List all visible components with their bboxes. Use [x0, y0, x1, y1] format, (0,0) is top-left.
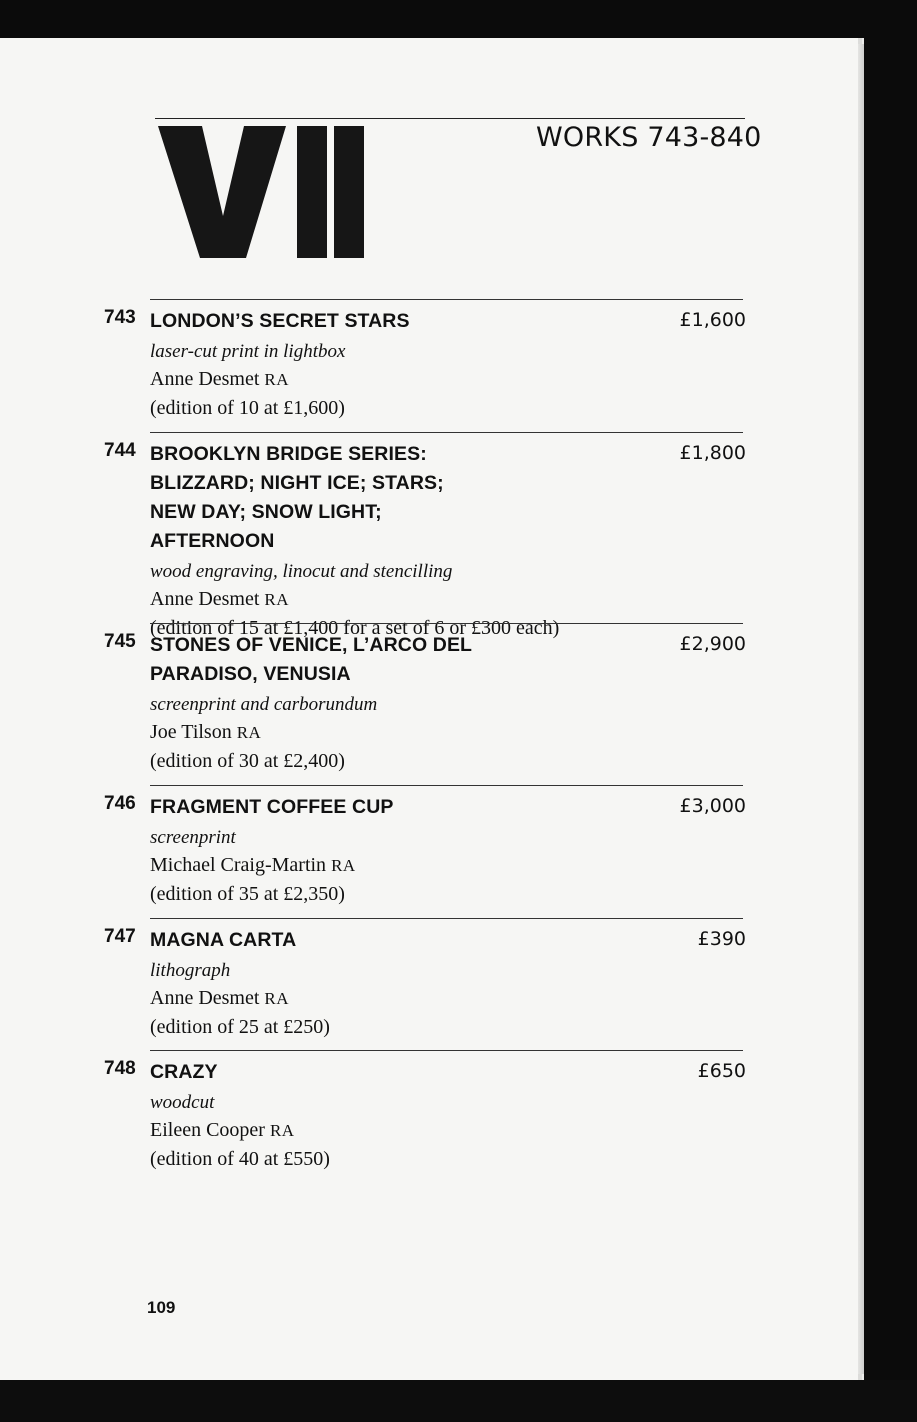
catalogue-entry-746: [100, 785, 750, 915]
entry-number: 746: [104, 793, 136, 814]
entry-artist: Joe Tilson RA: [150, 721, 262, 743]
entry-artist: Eileen Cooper RA: [150, 1119, 295, 1141]
entry-title: CRAZY: [150, 1061, 218, 1083]
entry-medium: woodcut: [150, 1092, 215, 1113]
catalogue-entry-745: [100, 623, 750, 783]
ra-suffix: RA: [264, 590, 290, 609]
entry-medium: laser-cut print in lightbox: [150, 341, 346, 362]
entry-edition: (edition of 25 at £250): [150, 1016, 330, 1038]
catalogue-entry-747: [100, 918, 750, 1048]
entry-edition: (edition of 30 at £2,400): [150, 750, 345, 772]
entry-title: STONES OF VENICE, L’ARCO DEL PARADISO, VENUSIA: [150, 634, 472, 685]
entry-medium: lithograph: [150, 960, 231, 981]
ra-suffix: RA: [264, 370, 290, 389]
entry-price: £2,900: [679, 633, 746, 655]
entry-edition: (edition of 10 at £1,600): [150, 397, 345, 419]
entry-number: 745: [104, 631, 136, 652]
entry-price: £1,800: [679, 442, 746, 464]
ra-suffix: RA: [269, 1121, 295, 1140]
entry-edition: (edition of 35 at £2,350): [150, 883, 345, 905]
catalogue-entry-744: [100, 432, 750, 639]
entry-medium: wood engraving, linocut and stencilling: [150, 561, 453, 582]
entry-title: FRAGMENT COFFEE CUP: [150, 796, 394, 818]
catalogue-entry-748: [100, 1050, 750, 1180]
page-edge: [858, 44, 864, 1374]
entry-number: 747: [104, 926, 136, 947]
entry-rule: [150, 1050, 743, 1051]
entry-medium: screenprint and carborundum: [150, 694, 378, 715]
entry-rule: [150, 785, 743, 786]
ra-suffix: RA: [236, 723, 262, 742]
header-rule: [155, 118, 745, 119]
catalogue-page: [0, 38, 858, 1380]
section-numeral-graphic: [158, 124, 368, 264]
entry-artist: Anne Desmet RA: [150, 987, 290, 1009]
background-strip: [0, 1380, 917, 1422]
entry-rule: [150, 432, 743, 433]
entry-number: 743: [104, 307, 136, 328]
entry-price: £1,600: [679, 309, 746, 331]
entry-artist: Anne Desmet RA: [150, 588, 290, 610]
works-range-heading: WORKS 743-840: [536, 122, 762, 153]
ra-suffix: RA: [264, 989, 290, 1008]
entry-price: £650: [697, 1060, 746, 1082]
entry-number: 748: [104, 1058, 136, 1079]
entry-price: £390: [697, 928, 746, 950]
entry-rule: [150, 299, 743, 300]
entry-artist: Michael Craig-Martin RA: [150, 854, 356, 876]
entry-number: 744: [104, 440, 136, 461]
entry-medium: screenprint: [150, 827, 236, 848]
entry-artist: Anne Desmet RA: [150, 368, 290, 390]
page-number: 109: [147, 1298, 176, 1317]
catalogue-entry-743: [100, 299, 750, 429]
entry-edition: (edition of 15 at £1,400 for a set of 6 or £300 each): [150, 617, 560, 639]
entry-title: LONDON’S SECRET STARS: [150, 310, 410, 332]
entry-price: £3,000: [679, 795, 746, 817]
entry-title: MAGNA CARTA: [150, 929, 297, 951]
ra-suffix: RA: [331, 856, 356, 875]
entry-rule: [150, 918, 743, 919]
entry-title: BROOKLYN BRIDGE SERIES: BLIZZARD; NIGHT ICE; STARS; NEW DAY; SNOW LIGHT; AFTERNOON: [150, 443, 444, 552]
entry-rule: [150, 623, 743, 624]
entry-edition: (edition of 40 at £550): [150, 1148, 330, 1170]
